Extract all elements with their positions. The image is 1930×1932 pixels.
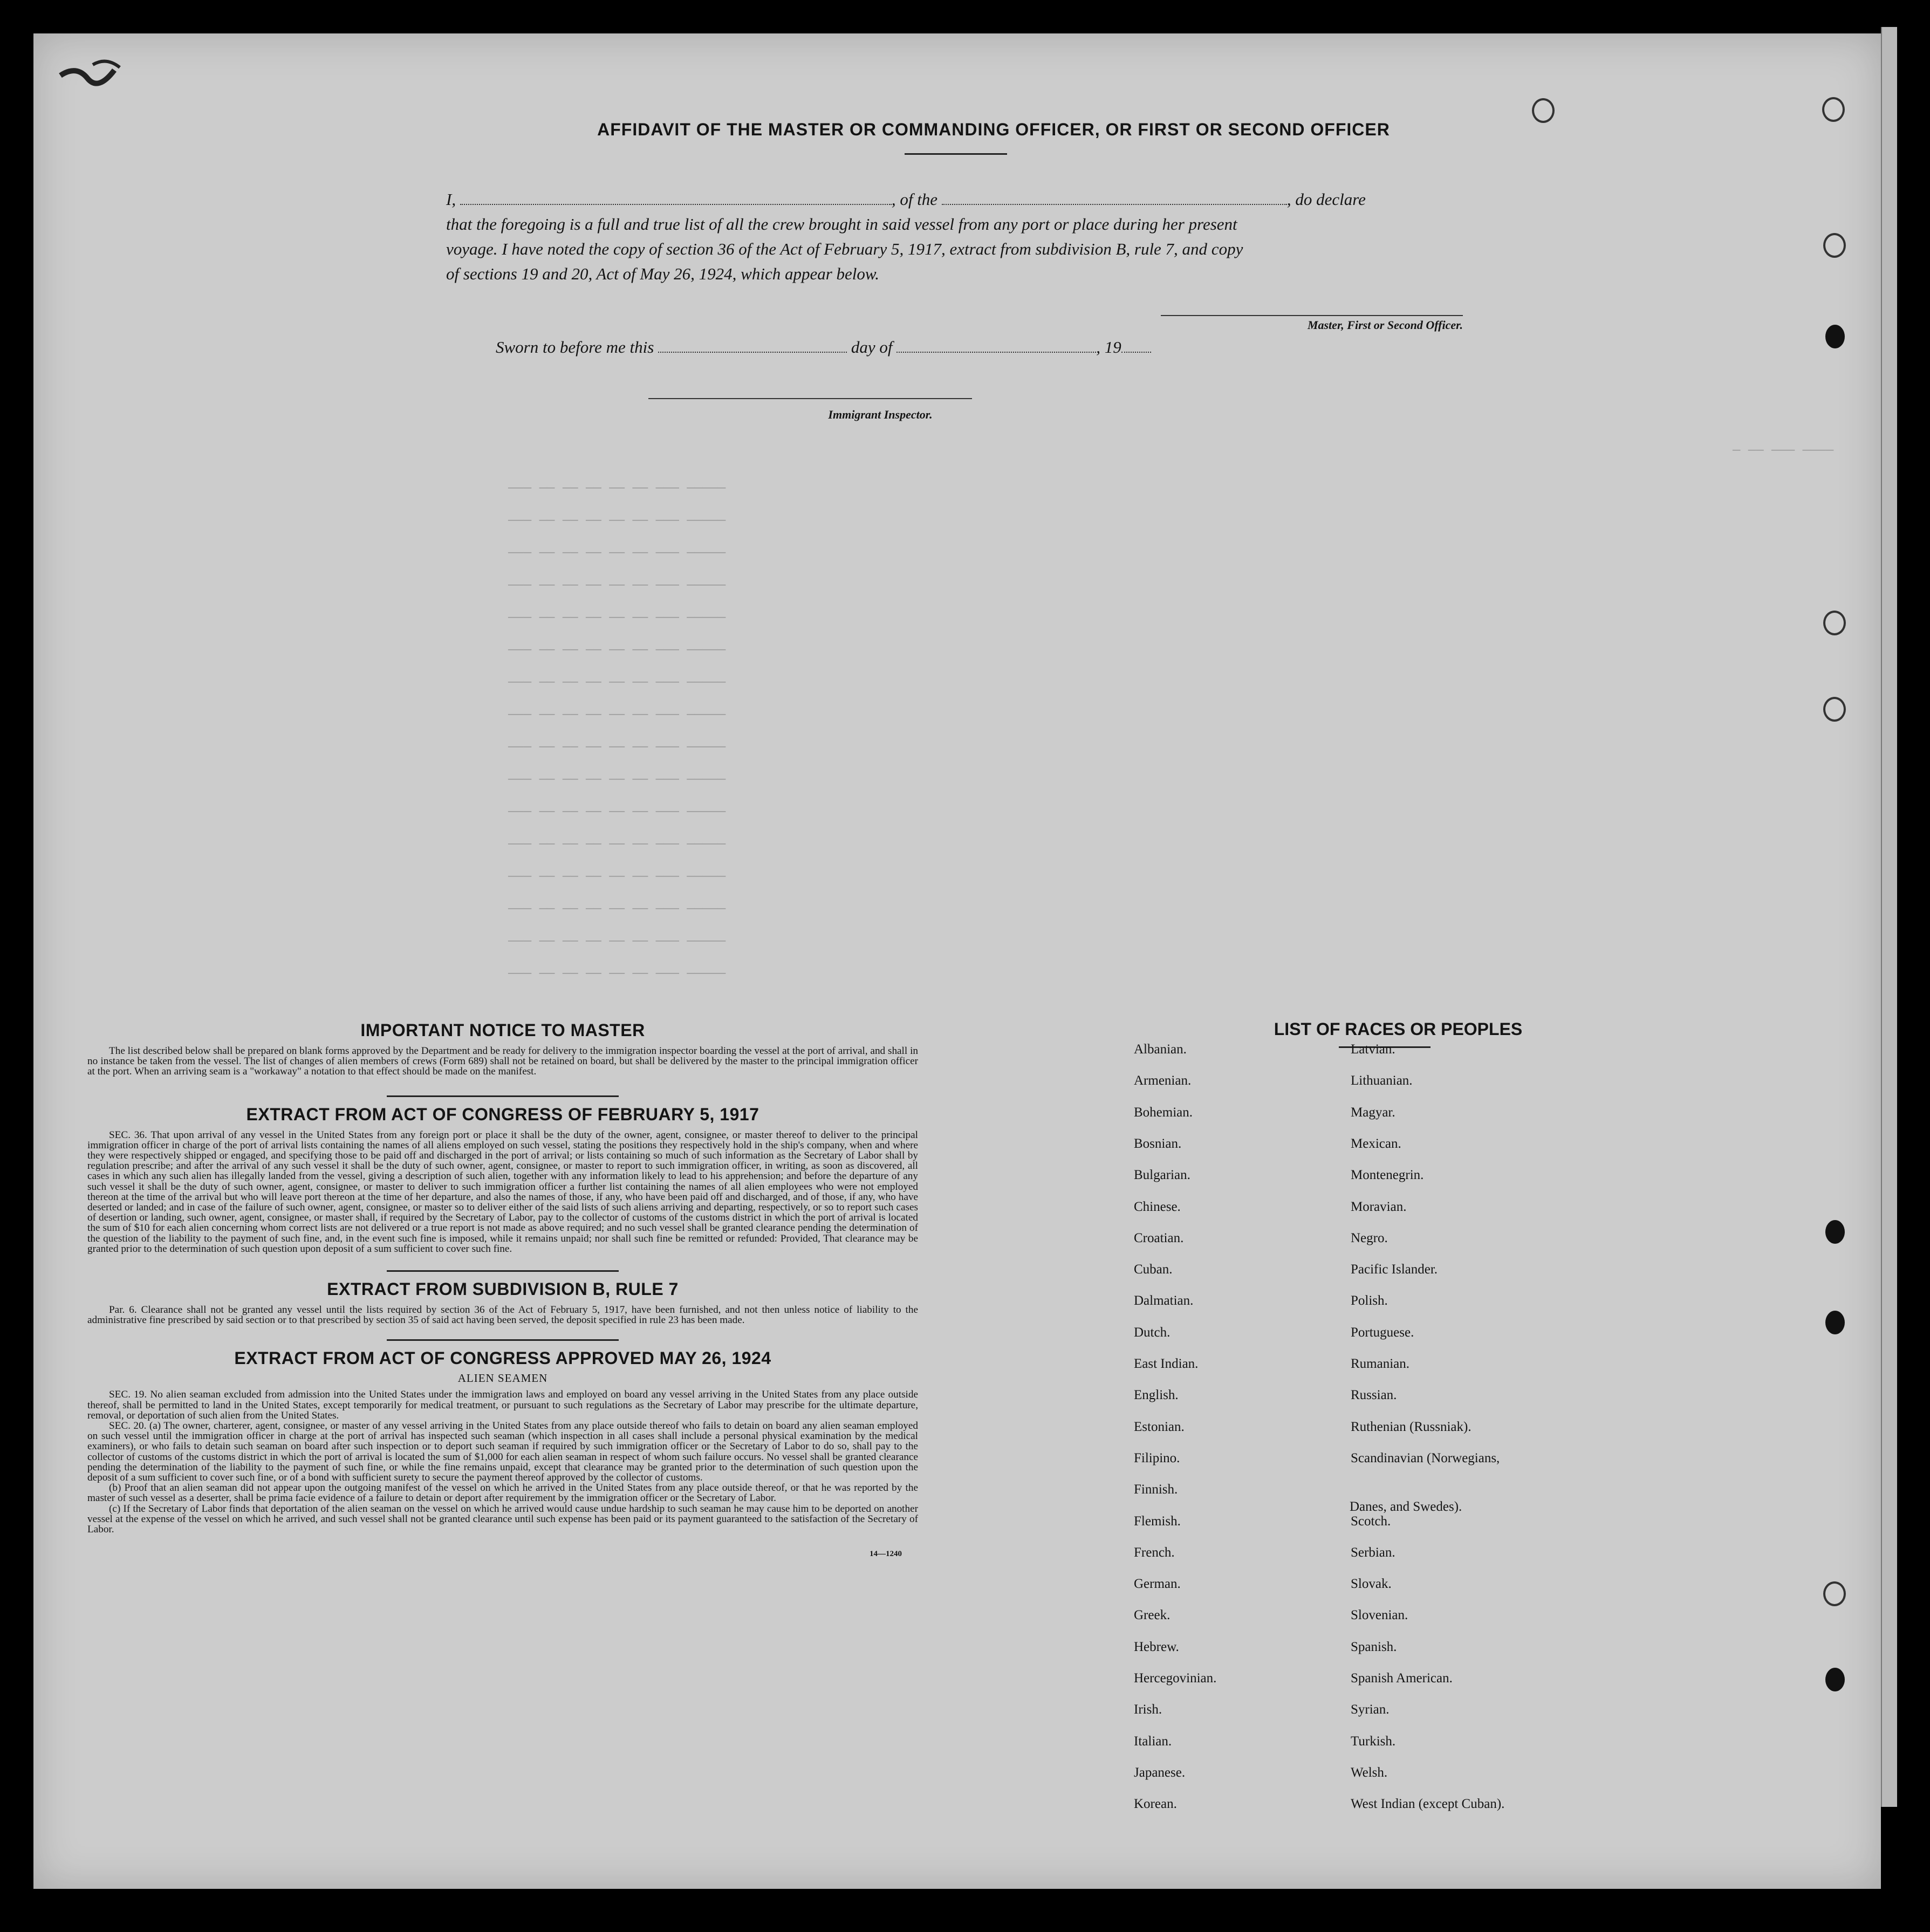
master-signature-line[interactable] [1161, 315, 1463, 316]
vessel-name-field[interactable] [942, 189, 1287, 205]
sworn-month-field[interactable] [896, 337, 1096, 353]
race-item: Hebrew. [1134, 1639, 1179, 1654]
binder-hole-icon [1825, 1311, 1845, 1334]
race-item: Latvian. [1351, 1042, 1395, 1057]
race-item: Serbian. [1351, 1545, 1395, 1560]
underlying-page-edge [1881, 27, 1897, 1807]
race-item: Bosnian. [1134, 1136, 1182, 1151]
alien-seamen-subtitle: ALIEN SEAMEN [457, 1372, 548, 1385]
race-item: Bohemian. [1134, 1105, 1193, 1120]
race-item: Polish. [1351, 1293, 1388, 1308]
binder-hole-icon [1823, 1581, 1846, 1606]
race-item: Finnish. [1134, 1482, 1178, 1497]
race-item: French. [1134, 1545, 1175, 1560]
sworn-year-field[interactable] [1121, 337, 1151, 353]
race-item: Lithuanian. [1351, 1073, 1413, 1088]
race-item: Portuguese. [1351, 1325, 1414, 1340]
race-item: English. [1134, 1388, 1179, 1403]
race-item: Albanian. [1134, 1042, 1187, 1057]
year-text: , 19 [1096, 338, 1121, 357]
race-item: Croatian. [1134, 1230, 1184, 1245]
notice-text: The list described below shall be prepared on blank forms approved by the Department and be ready for delivery to the immigration inspector boarding the vessel at the port of arrival, and shall in no instance be taken from the vessel. The list of changes of alien members of crews (Form 689) shall not be retained on board, but shall be delivered by the master to the principal immigration officer at the port. When an arriving seam is a "workaway" a notation to that effect should be made on the manifest. [87, 1045, 918, 1078]
notice-title: IMPORTANT NOTICE TO MASTER [360, 1020, 645, 1040]
race-item: Scotch. [1351, 1513, 1391, 1529]
sworn-text: Sworn to before me this [496, 338, 654, 357]
act-1917-title: EXTRACT FROM ACT OF CONGRESS OF FEBRUARY 5, 1917 [246, 1104, 759, 1124]
act-1924-title: EXTRACT FROM ACT OF CONGRESS APPROVED MAY 26, 1924 [234, 1348, 771, 1368]
declaration-do-declare: , do declare [1286, 190, 1366, 209]
binder-hole-icon [1823, 233, 1846, 258]
officer-name-field[interactable] [460, 189, 892, 205]
binder-hole-icon [1825, 1220, 1845, 1244]
race-item: West Indian (except Cuban). [1351, 1797, 1505, 1812]
race-item: Rumanian. [1351, 1356, 1410, 1371]
race-item: Montenegrin. [1351, 1168, 1424, 1183]
declaration-line-2: that the foregoing is a full and true list of all the crew brought in said vessel from any port or place during her present [446, 215, 1237, 234]
binder-hole-icon [1822, 97, 1845, 122]
divider [387, 1339, 619, 1341]
notice-section [87, 1046, 918, 1077]
declaration-line-4: of sections 19 and 20, Act of May 26, 1924, which appear below. [446, 264, 880, 283]
sworn-day-field[interactable] [658, 337, 847, 353]
master-caption: Master, First or Second Officer. [1307, 318, 1463, 332]
race-item: Italian. [1134, 1734, 1172, 1749]
act-1924-sec20c: (c) If the Secretary of Labor finds that deportation of the alien seaman on the vessel on which he arrived would cause undue hardship to such seaman he may cause him to be deported on another vessel at the expense of the vessel on which he arrived, and such vessel shall not be granted clearance until such expense has been paid or its payment guaranteed to the satisfaction of the Secretary of Labor. [87, 1503, 918, 1536]
race-item: Slovak. [1351, 1577, 1392, 1592]
handwritten-mark-icon [55, 54, 131, 97]
act-1924-sec20b: (b) Proof that an alien seaman did not appear upon the outgoing manifest of the vessel on which he arrived in the United States from any place outside thereof, or that he was reported by the master of such vessel as a deserter, shall be prima facie evidence of a failure to detain or deport after requirement by the immigration officer or the Secretary of Labor. [87, 1482, 918, 1504]
divider [387, 1095, 619, 1097]
race-item: Magyar. [1351, 1105, 1395, 1120]
race-item: Turkish. [1351, 1734, 1396, 1749]
race-item: Danes, and Swedes). [1350, 1499, 1462, 1515]
act-1917-section [87, 1130, 918, 1254]
races-title: LIST OF RACES OR PEOPLES [1274, 1019, 1523, 1039]
declaration-of-the: , of the [891, 190, 938, 209]
form-number: 14—1240 [870, 1550, 902, 1559]
day-of-text: day of [851, 338, 893, 357]
binder-hole-icon [1823, 697, 1846, 722]
act-1924-section [87, 1389, 918, 1534]
race-item: Japanese. [1134, 1765, 1186, 1780]
race-item: Flemish. [1134, 1513, 1181, 1529]
race-item: Mexican. [1351, 1136, 1401, 1151]
race-item: Pacific Islander. [1351, 1262, 1438, 1277]
race-item: Syrian. [1351, 1702, 1390, 1717]
race-item: Negro. [1351, 1230, 1388, 1245]
divider [387, 1270, 619, 1272]
race-item: Chinese. [1134, 1199, 1181, 1214]
race-item: East Indian. [1134, 1356, 1199, 1371]
race-item: Dalmatian. [1134, 1293, 1194, 1308]
form-sheet: — —— ——— ———— ——— —— —— —— —— —— ——— ————— ——— —— —— —— —— —— ——— ————— ——— —— —— —— —— —— ——— ————— ——— —— —— —— —— —— ——— ————— ——— —— —— —— —— —— ——— ————— ——— —— —— —— —— —— ——— ————— ——— —— —— —— —— —— ——— ————— ——— —— —— —— —— —— ——— ————— ——— —— —— —— —— —— ——— ————— ——— —— —— —— —— —— ——— ————— ——— —— —— —— —— —— ——— ————— ——— —— —— —— —— —— ——— ————— ——— —— —— —— —— —— ——— ————— ——— —— —— —— —— —— ——— ————— ——— —— —— —— —— —— ——— ————— ——— —— —— —— —— —— ——— ————— AFFIDAVIT OF THE MASTER OR COMMANDING OFFICER, OR FIRST OR SECOND OFFICER I, , of the , do declare that the foregoing is a full and true list of all the crew brought in said vessel from any port or place during her present voyage. I have noted the copy of section 36 of the Act of February 5, 1917, extract from subdivision B, rule 7, and copy of sections 19 and 20, Act of May 26, 1924, which appear below. Master, First or Second Officer. Sworn to before me this day of , 19 Immigrant Inspector. IMPORTANT NOTICE TO MASTER The list described below shall be prepared on blank forms approved by the Department and be ready for delivery to the immigration inspector boarding the vessel at the port of arrival, and shall in no instance be taken from the vessel. The list of changes of alien members of crews (Form 689) shall not be retained on board, but shall be delivered by the master to the principal immigration officer at the port. When an arriving seam is a "workaway" a notation to that effect should be made on the manifest. EXTRACT FROM ACT OF CONGRESS OF FEBRUARY 5, 1917 SEC. 36. That upon arrival of any vessel in the United States from any foreign port or place it shall be the duty of the owner, agent, consignee, or master thereof to deliver to the principal immigration officer in charge of the port of arrival lists containing the names of all aliens employed on such vessel, stating the positions they respectively hold in the ship's company, when and where they were respectively shipped or engaged, and specifying those to be paid off and discharged in the port of arrival; or lists containing so much of such information as the Secretary of Labor shall by regulation prescribe; and after the arrival of any such vessel it shall be the duty of such owner, agent, consignee, or master to report to such immigration officer, in writing, as soon as discovered, all cases in which any such alien has illegally landed from the vessel, giving a description of such alien, together with any information likely to lead to his apprehension; and before the departure of any such vessel it shall be the duty of such owner, agent, consignee, or master to deliver to such immigration officer a further list containing the names of all alien employees who were not employed thereon at the time of the arrival but who will leave port thereon at the time of her departure, and also the names of those, if any, who have been paid off and discharged, and of those, if any, who have deserted or landed; and in case of the failure of such owner, agent, consignee, or master so to deliver either of the said lists of such aliens arriving and departing, respectively, or so to report such cases of desertion or landing, such owner, agent, consignee, or master shall, if required by the Secretary of Labor, pay to the collector of customs of the customs district in which the port of arrival is located the sum of $10 for each alien concerning whom correct lists are not delivered or a true report is not made as above required; and no such vessel shall be granted clearance pending the determination of the question of the liability to the payment of such fine, and, in the event such fine is imposed, while it remains unpaid; nor shall such fine be remitted or refunded: Provided, That clearance may be granted prior to the determination of such question upon deposit of a sum sufficient to cover such fine. EXTRACT FROM SUBDIVISION B, RULE 7 Par. 6. Clearance shall not be granted any vessel until the lists required by section 36 of the Act of February 5, 1917, have been furnished, and not then unless notice of liability to the administrative fine prescribed by said section or to that prescribed by section 35 of said act having been served, the deposit specified in rule 23 has been made. EXTRACT FROM ACT OF CONGRESS APPROVED MAY 26, 1924 ALIEN SEAMEN SEC. 19. No alien seaman excluded from admission into the United States under the immigration laws and employed on board any vessel arriving in the United States from any place outside thereof, shall be permitted to land in the United States, except temporarily for medical treatment, or pursuant to such regulations as the Secretary of Labor may prescribe for the ultimate departure, removal, or deportation of such alien from the United States. SEC. 20. (a) The owner, charterer, agent, consignee, or master of any vessel arriving in the United States from any place outside thereof who fails to detain on board any alien seaman employed on such vessel until the immigration officer in charge at the port of arrival has inspected such seaman (which inspection in all cases shall include a personal physical examination by the medical examiners), or who fails to detain such seaman on board after such inspection or to deport such seaman if required by such immigration officer or the Secretary of Labor to do so, shall pay to the collector of customs of the customs district in which the port of arrival is located the sum of $1,000 for each alien seaman in respect of whom such failure occurs. No vessel shall be granted clearance pending the determination of the liability to the payment of such fine, or while the fine remains unpaid, except that clearance may be granted prior to the determination of such question upon the deposit of a sum sufficient to cover such fine, or of a bond with sufficient surety to secure the payment thereof approved by the collector of customs. (b) Proof that an alien seaman did not appear upon the outgoing manifest of the vessel on which he arrived in the United States from any place outside thereof, or that he was reported by the master of such vessel as a deserter, shall be prima facie evidence of a failure to detain or deport after requirement by the immigration officer or the Secretary of Labor. (c) If the Secretary of Labor finds that deportation of the alien seaman on the vessel on which he arrived would cause undue hardship to such seaman he may cause him to be deported on another vessel at the expense of the vessel on which he arrived, and such vessel shall not be granted clearance until such expense has been paid or its payment guaranteed to the satisfaction of the Secretary of Labor. 14—1240 LIST OF RACES OR PEOPLES Albanian. Armenian. Bohemian. Bosnian. Bulgarian. Chinese. Croatian. Cuban. Dalmatian. Dutch. East Indian. English. Estonian. Filipino. Finnish. Flemish. French. German. Greek. Hebrew. Hercegovinian. Irish. Italian. Japanese. Korean. Latvian. Lithuanian. Magyar. Mexican. Montenegrin. Moravian. Negro. Pacific Islander. Polish. Portuguese. Rumanian. Russian. Ruthenian (Russniak). Scandinavian (Norwegians, Danes, and Swedes). Scotch. Serbian. Slovak. Slovenian. Spanish. Spanish American. Syrian. Turkish. Welsh. West Indian (except Cuban). [33, 33, 1881, 1889]
binder-hole-icon [1825, 1668, 1845, 1691]
affidavit-heading: AFFIDAVIT OF THE MASTER OR COMMANDING OFFICER, OR FIRST OR SECOND OFFICER [597, 120, 1390, 139]
race-item: Cuban. [1134, 1262, 1173, 1277]
rule-7-section [87, 1305, 918, 1325]
binder-hole-icon [1532, 98, 1555, 123]
binder-hole-icon [1825, 325, 1845, 348]
declaration-i: I, [446, 190, 456, 209]
rule-7-title: EXTRACT FROM SUBDIVISION B, RULE 7 [327, 1279, 679, 1299]
race-item: Dutch. [1134, 1325, 1171, 1340]
race-item: Irish. [1134, 1702, 1162, 1717]
divider [905, 153, 1007, 155]
notices-column [87, 1020, 918, 1559]
race-item: Greek. [1134, 1608, 1171, 1623]
race-item: Filipino. [1134, 1450, 1180, 1465]
sworn-line [496, 337, 1151, 357]
race-item: Armenian. [1134, 1073, 1192, 1088]
race-item: German. [1134, 1577, 1181, 1592]
inspector-signature-line[interactable] [648, 398, 972, 399]
race-item: Korean. [1134, 1797, 1177, 1812]
rule-7-par6: Par. 6. Clearance shall not be granted any vessel until the lists required by section 36 of the Act of February 5, 1917, have been furnished, and not then unless notice of liability to the administrative fine prescribed by said section or to that prescribed by section 35 of said act having been served, the deposit specified in rule 23 has been made. [87, 1304, 918, 1326]
race-item: Hercegovinian. [1134, 1671, 1217, 1686]
race-item: Ruthenian (Russniak). [1351, 1419, 1472, 1434]
declaration-line-3: voyage. I have noted the copy of section 36 of the Act of February 5, 1917, extract from subdivision B, rule 7, and copy [446, 239, 1243, 258]
race-item: Scandinavian (Norwegians, [1351, 1450, 1500, 1465]
race-item: Estonian. [1134, 1419, 1185, 1434]
race-item: Spanish American. [1351, 1671, 1453, 1686]
binder-hole-icon [1823, 611, 1846, 635]
race-item: Spanish. [1351, 1639, 1397, 1654]
race-item: Bulgarian. [1134, 1168, 1190, 1183]
act-1924-sec19: SEC. 19. No alien seaman excluded from admission into the United States under the immigration laws and employed on board any vessel arriving in the United States from any place outside thereof, shall be permitted to land in the United States, except temporarily for medical treatment, or pursuant to such regulations as the Secretary of Labor may prescribe for the ultimate departure, removal, or deportation of such alien from the United States. [87, 1389, 918, 1421]
act-1924-sec20a: SEC. 20. (a) The owner, charterer, agent, consignee, or master of any vessel arriving in the United States from any place outside thereof who fails to detain on board any alien seaman employed on such vessel until the immigration officer in charge at the port of arrival has inspected such seaman (which inspection in all cases shall include a personal physical examination by the medical examiners), or who fails to detain such seaman on board after such inspection or to deport such seaman if required by such immigration officer or the Secretary of Labor to do so, shall pay to the collector of customs of the customs district in which the port of arrival is located the sum of $1,000 for each alien seaman in respect of whom such failure occurs. No vessel shall be granted clearance pending the determination of the liability to the payment of such fine, or while the fine remains unpaid, except that clearance may be granted prior to the determination of such question upon the deposit of a sum sufficient to cover such fine, or of a bond with sufficient surety to secure the payment thereof approved by the collector of customs. [87, 1420, 918, 1484]
race-item: Moravian. [1351, 1199, 1407, 1214]
inspector-caption: Immigrant Inspector. [828, 408, 933, 421]
race-item: Welsh. [1351, 1765, 1388, 1780]
act-1917-sec36: SEC. 36. That upon arrival of any vessel in the United States from any foreign port or place it shall be the duty of the owner, agent, consignee, or master thereof to deliver to the principal immigration officer in charge of the port of arrival lists containing the names of all aliens employed on such vessel, stating the positions they respectively hold in the ship's company, when and where they were respectively shipped or engaged, and specifying those to be paid off and discharged in the port of arrival; or lists containing so much of such information as the Secretary of Labor shall by regulation prescribe; and after the arrival of any such vessel it shall be the duty of such owner, agent, consignee, or master to report to such immigration officer, in writing, as soon as discovered, all cases in which any such alien has illegally landed from the vessel, giving a description of such alien, together with any information likely to lead to his apprehension; and before the departure of any such vessel it shall be the duty of such owner, agent, consignee, or master to deliver to such immigration officer a further list containing the names of all alien employees who were not employed thereon at the time of the arrival but who will leave port thereon at the time of her departure, and also the names of those, if any, who have been paid off and discharged, and of those, if any, who have deserted or landed; and in case of the failure of such owner, agent, consignee, or master so to deliver either of the said lists of such aliens arriving and departing, respectively, or so to report such cases of desertion or landing, such owner, agent, consignee, or master shall, if required by the Secretary of Labor, pay to the collector of customs of the customs district in which the port of arrival is located the sum of $10 for each alien concerning whom correct lists are not delivered or a true report is not made as above required; and no such vessel shall be granted clearance pending the determination of the question of the liability to the payment of such fine, and, in the event such fine is imposed, while it remains unpaid; nor shall such fine be remitted or refunded: Provided, That clearance may be granted prior to the determination of such question upon deposit of a sum sufficient to cover such fine. [87, 1129, 918, 1255]
race-item: Russian. [1351, 1388, 1397, 1403]
race-item: Slovenian. [1351, 1608, 1408, 1623]
